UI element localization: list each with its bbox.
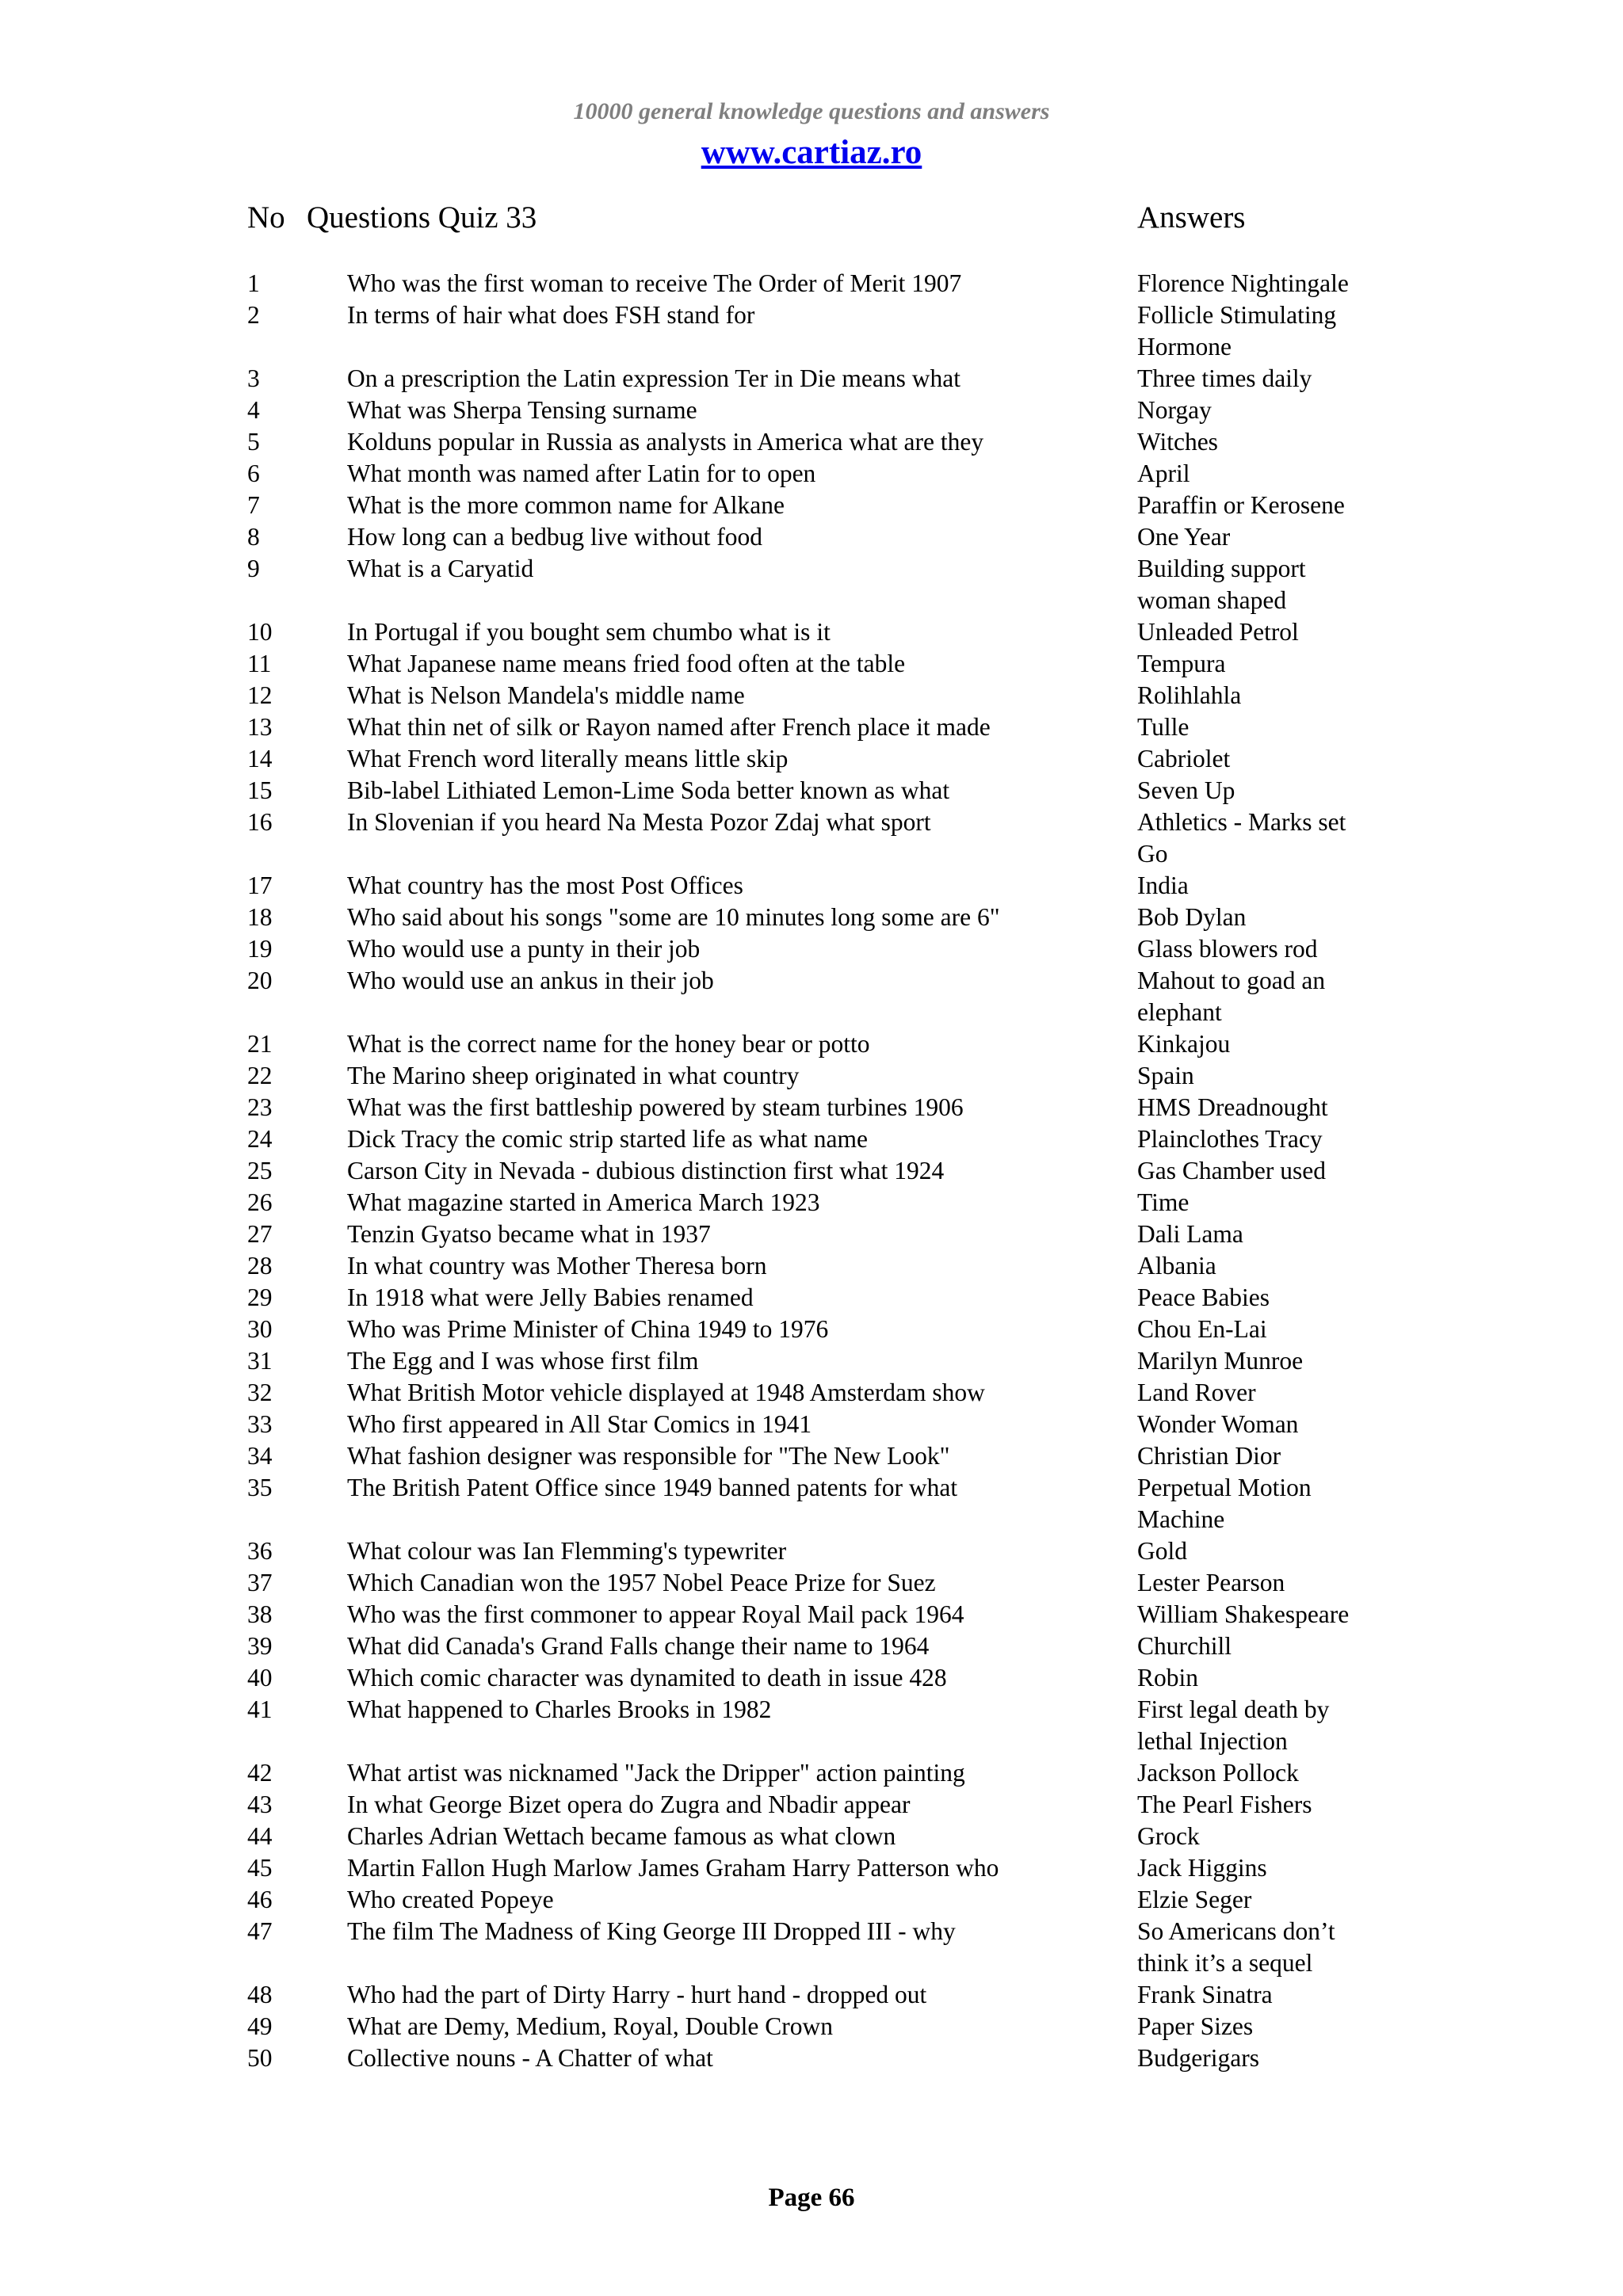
question-text: What month was named after Latin for to open (347, 460, 816, 487)
question-number: 12 (247, 681, 273, 709)
table-row (247, 1314, 1412, 1345)
table-row (247, 1060, 1412, 1092)
question-number: 34 (247, 1442, 273, 1470)
answer-text: Gas Chamber used (1137, 1157, 1326, 1184)
question-text: In what country was Mother Theresa born (347, 1252, 767, 1280)
table-row (247, 268, 1412, 299)
answer-text: India (1137, 871, 1189, 899)
question-text: Tenzin Gyatso became what in 1937 (347, 1220, 711, 1248)
table-row (247, 711, 1412, 743)
answer-text: Marilyn Munroe (1137, 1347, 1304, 1375)
answer-text: Perpetual Motion Machine (1137, 1474, 1312, 1533)
answer-text: Wonder Woman (1137, 1410, 1299, 1438)
question-number: 1 (247, 269, 260, 297)
answer-text: Witches (1137, 428, 1218, 456)
table-row (247, 458, 1412, 490)
table-row (247, 1979, 1412, 2011)
question-number: 35 (247, 1474, 273, 1501)
question-number: 32 (247, 1379, 273, 1406)
question-number: 14 (247, 745, 273, 772)
site-link[interactable]: www.cartiaz.ro (701, 134, 922, 171)
question-number: 22 (247, 1062, 273, 1089)
answer-text: April (1137, 460, 1190, 487)
table-row (247, 1092, 1412, 1123)
question-number: 48 (247, 1981, 273, 2008)
answer-text: Paper Sizes (1137, 2012, 1254, 2040)
question-text: What thin net of silk or Rayon named after French place it made (347, 713, 991, 741)
question-text: Who said about his songs "some are 10 minutes long some are 6" (347, 903, 1000, 931)
answer-text: Bob Dylan (1137, 903, 1247, 931)
table-row (247, 1409, 1412, 1440)
table-row (247, 1916, 1412, 1979)
table-row (247, 1028, 1412, 1060)
question-number: 26 (247, 1188, 273, 1216)
table-row (247, 1757, 1412, 1789)
question-text: What are Demy, Medium, Royal, Double Crown (347, 2012, 833, 2040)
answer-text: Plainclothes Tracy (1137, 1125, 1323, 1153)
question-text: Who was Prime Minister of China 1949 to 1976 (347, 1315, 829, 1343)
answer-text: Lester Pearson (1137, 1569, 1285, 1596)
answer-text: Tempura (1137, 650, 1226, 677)
table-row (247, 1472, 1412, 1535)
answer-text: Jackson Pollock (1137, 1759, 1299, 1787)
answer-text: First legal death by lethal Injection (1137, 1695, 1330, 1755)
question-text: Who created Popeye (347, 1886, 554, 1913)
answer-text: HMS Dreadnought (1137, 1093, 1328, 1121)
question-text: What Japanese name means fried food often at the table (347, 650, 906, 677)
question-number: 23 (247, 1093, 273, 1121)
answer-text: Peace Babies (1137, 1283, 1270, 1311)
question-number: 6 (247, 460, 260, 487)
table-row (247, 1630, 1412, 1662)
question-number: 33 (247, 1410, 273, 1438)
question-text: In what George Bizet opera do Zugra and Nbadir appear (347, 1791, 911, 1818)
answer-text: The Pearl Fishers (1137, 1791, 1312, 1818)
answer-text: So Americans don’t think it’s a sequel (1137, 1917, 1335, 1977)
question-number: 17 (247, 871, 273, 899)
table-row (247, 680, 1412, 711)
table-row (247, 1852, 1412, 1884)
table-row (247, 1662, 1412, 1694)
question-text: What did Canada's Grand Falls change their name to 1964 (347, 1632, 930, 1660)
answer-text: Kinkajou (1137, 1030, 1231, 1058)
question-text: Who had the part of Dirty Harry - hurt hand - dropped out (347, 1981, 927, 2008)
column-header-no: No (247, 200, 285, 235)
question-number: 11 (247, 650, 272, 677)
question-number: 13 (247, 713, 273, 741)
answer-text: Tulle (1137, 713, 1190, 741)
question-text: In Slovenian if you heard Na Mesta Pozor Zdaj what sport (347, 808, 931, 836)
answer-text: Mahout to goad an elephant (1137, 967, 1326, 1026)
answer-text: Jack Higgins (1137, 1854, 1267, 1882)
question-text: What French word literally means little skip (347, 745, 789, 772)
question-text: What British Motor vehicle displayed at 1948 Amsterdam show (347, 1379, 985, 1406)
question-text: What is the correct name for the honey bear or potto (347, 1030, 870, 1058)
table-row (247, 1187, 1412, 1219)
answer-text: Rolihlahla (1137, 681, 1242, 709)
table-row (247, 870, 1412, 902)
question-text: Collective nouns - A Chatter of what (347, 2044, 713, 2072)
question-text: What happened to Charles Brooks in 1982 (347, 1695, 772, 1723)
question-number: 3 (247, 364, 260, 392)
question-text: Which comic character was dynamited to death in issue 428 (347, 1664, 947, 1691)
question-number: 29 (247, 1283, 273, 1311)
question-number: 25 (247, 1157, 273, 1184)
question-text: The Egg and I was whose first film (347, 1347, 699, 1375)
table-row (247, 490, 1412, 521)
question-number: 28 (247, 1252, 273, 1280)
question-text: In terms of hair what does FSH stand for (347, 301, 755, 329)
answer-text: Budgerigars (1137, 2044, 1259, 2072)
question-number: 50 (247, 2044, 273, 2072)
table-row (247, 1345, 1412, 1377)
table-row (247, 616, 1412, 648)
table-row (247, 1535, 1412, 1567)
question-number: 41 (247, 1695, 273, 1723)
table-row (247, 1789, 1412, 1821)
table-row (247, 553, 1412, 616)
question-number: 37 (247, 1569, 273, 1596)
question-text: Bib-label Lithiated Lemon-Lime Soda better known as what (347, 776, 950, 804)
table-row (247, 2011, 1412, 2042)
question-number: 46 (247, 1886, 273, 1913)
question-text: How long can a bedbug live without food (347, 523, 763, 551)
answer-text: Spain (1137, 1062, 1194, 1089)
table-row (247, 1219, 1412, 1250)
question-text: In Portugal if you bought sem chumbo what is it (347, 618, 831, 646)
question-text: Who first appeared in All Star Comics in 1941 (347, 1410, 812, 1438)
answer-text: Albania (1137, 1252, 1216, 1280)
question-text: Which Canadian won the 1957 Nobel Peace Prize for Suez (347, 1569, 936, 1596)
answer-text: Building support woman shaped (1137, 555, 1306, 614)
table-row (247, 1155, 1412, 1187)
answer-text: Paraffin or Kerosene (1137, 491, 1345, 519)
question-number: 30 (247, 1315, 273, 1343)
table-row (247, 2042, 1412, 2074)
question-number: 21 (247, 1030, 273, 1058)
table-row (247, 1599, 1412, 1630)
answer-text: Grock (1137, 1822, 1200, 1850)
table-row (247, 299, 1412, 363)
table-row (247, 1377, 1412, 1409)
question-number: 43 (247, 1791, 273, 1818)
answer-text: Elzie Seger (1137, 1886, 1252, 1913)
table-row (247, 363, 1412, 395)
question-number: 39 (247, 1632, 273, 1660)
question-text: What is Nelson Mandela's middle name (347, 681, 745, 709)
table-row (247, 1123, 1412, 1155)
header-subtitle: 10000 general knowledge questions and answers (573, 98, 1050, 124)
question-text: Who was the first woman to receive The Order of Merit 1907 (347, 269, 962, 297)
answer-text: Dali Lama (1137, 1220, 1243, 1248)
table-row (247, 902, 1412, 933)
answer-text: Glass blowers rod (1137, 935, 1318, 963)
question-text: Carson City in Nevada - dubious distinction first what 1924 (347, 1157, 945, 1184)
question-number: 15 (247, 776, 273, 804)
answer-text: Gold (1137, 1537, 1187, 1565)
column-header-questions: Questions Quiz 33 (307, 200, 537, 235)
question-text: What was the first battleship powered by steam turbines 1906 (347, 1093, 964, 1121)
question-number: 45 (247, 1854, 273, 1882)
question-text: Who was the first commoner to appear Royal Mail pack 1964 (347, 1600, 964, 1628)
question-number: 9 (247, 555, 260, 582)
question-text: Martin Fallon Hugh Marlow James Graham Harry Patterson who (347, 1854, 999, 1882)
quiz-table (247, 268, 1412, 2074)
table-row (247, 933, 1412, 965)
answer-text: Seven Up (1137, 776, 1235, 804)
answer-text: Robin (1137, 1664, 1199, 1691)
table-row (247, 1567, 1412, 1599)
column-header-answers: Answers (1137, 200, 1246, 235)
question-number: 10 (247, 618, 273, 646)
table-row (247, 1250, 1412, 1282)
answer-text: Florence Nightingale (1137, 269, 1349, 297)
question-number: 7 (247, 491, 260, 519)
answer-text: Christian Dior (1137, 1442, 1281, 1470)
question-text: Dick Tracy the comic strip started life as what name (347, 1125, 868, 1153)
question-number: 36 (247, 1537, 273, 1565)
table-row (247, 1884, 1412, 1916)
answer-text: William Shakespeare (1137, 1600, 1350, 1628)
question-text: What magazine started in America March 1923 (347, 1188, 820, 1216)
question-text: Who would use an ankus in their job (347, 967, 714, 994)
question-number: 27 (247, 1220, 273, 1248)
question-number: 18 (247, 903, 273, 931)
answer-text: Three times daily (1137, 364, 1312, 392)
table-row (247, 1821, 1412, 1852)
table-row (247, 807, 1412, 870)
table-row (247, 521, 1412, 553)
table-row (247, 1694, 1412, 1757)
table-row (247, 965, 1412, 1028)
question-text: What artist was nicknamed "Jack the Dripper" action painting (347, 1759, 965, 1787)
table-row (247, 743, 1412, 775)
table-row (247, 1282, 1412, 1314)
question-text: The film The Madness of King George III Dropped III - why (347, 1917, 956, 1945)
answer-text: Land Rover (1137, 1379, 1256, 1406)
answer-text: Time (1137, 1188, 1190, 1216)
question-number: 49 (247, 2012, 273, 2040)
question-number: 31 (247, 1347, 273, 1375)
table-row (247, 395, 1412, 426)
answer-text: Unleaded Petrol (1137, 618, 1299, 646)
page-number: Page 66 (768, 2183, 855, 2212)
question-number: 20 (247, 967, 273, 994)
question-text: The British Patent Office since 1949 banned patents for what (347, 1474, 958, 1501)
answer-text: One Year (1137, 523, 1231, 551)
question-number: 42 (247, 1759, 273, 1787)
question-text: Who would use a punty in their job (347, 935, 701, 963)
answer-text: Frank Sinatra (1137, 1981, 1273, 2008)
question-text: What fashion designer was responsible for "The New Look" (347, 1442, 950, 1470)
question-number: 16 (247, 808, 273, 836)
question-text: What colour was Ian Flemming's typewriter (347, 1537, 787, 1565)
question-number: 2 (247, 301, 260, 329)
table-row (247, 775, 1412, 807)
question-number: 24 (247, 1125, 273, 1153)
question-number: 5 (247, 428, 260, 456)
answer-text: Churchill (1137, 1632, 1232, 1660)
question-text: What is the more common name for Alkane (347, 491, 785, 519)
answer-text: Athletics - Marks set Go (1137, 808, 1346, 868)
question-number: 38 (247, 1600, 273, 1628)
table-row (247, 648, 1412, 680)
table-row (247, 426, 1412, 458)
question-number: 8 (247, 523, 260, 551)
table-row (247, 1440, 1412, 1472)
question-text: What is a Caryatid (347, 555, 534, 582)
question-text: What was Sherpa Tensing surname (347, 396, 697, 424)
question-number: 19 (247, 935, 273, 963)
question-number: 47 (247, 1917, 273, 1945)
answer-text: Norgay (1137, 396, 1212, 424)
question-number: 4 (247, 396, 260, 424)
question-text: What country has the most Post Offices (347, 871, 743, 899)
question-number: 44 (247, 1822, 273, 1850)
question-text: Kolduns popular in Russia as analysts in America what are they (347, 428, 984, 456)
answer-text: Follicle Stimulating Hormone (1137, 301, 1337, 360)
question-text: The Marino sheep originated in what country (347, 1062, 800, 1089)
question-text: Charles Adrian Wettach became famous as what clown (347, 1822, 896, 1850)
question-text: In 1918 what were Jelly Babies renamed (347, 1283, 754, 1311)
answer-text: Chou En-Lai (1137, 1315, 1267, 1343)
question-text: On a prescription the Latin expression Ter in Die means what (347, 364, 960, 392)
answer-text: Cabriolet (1137, 745, 1231, 772)
question-number: 40 (247, 1664, 273, 1691)
